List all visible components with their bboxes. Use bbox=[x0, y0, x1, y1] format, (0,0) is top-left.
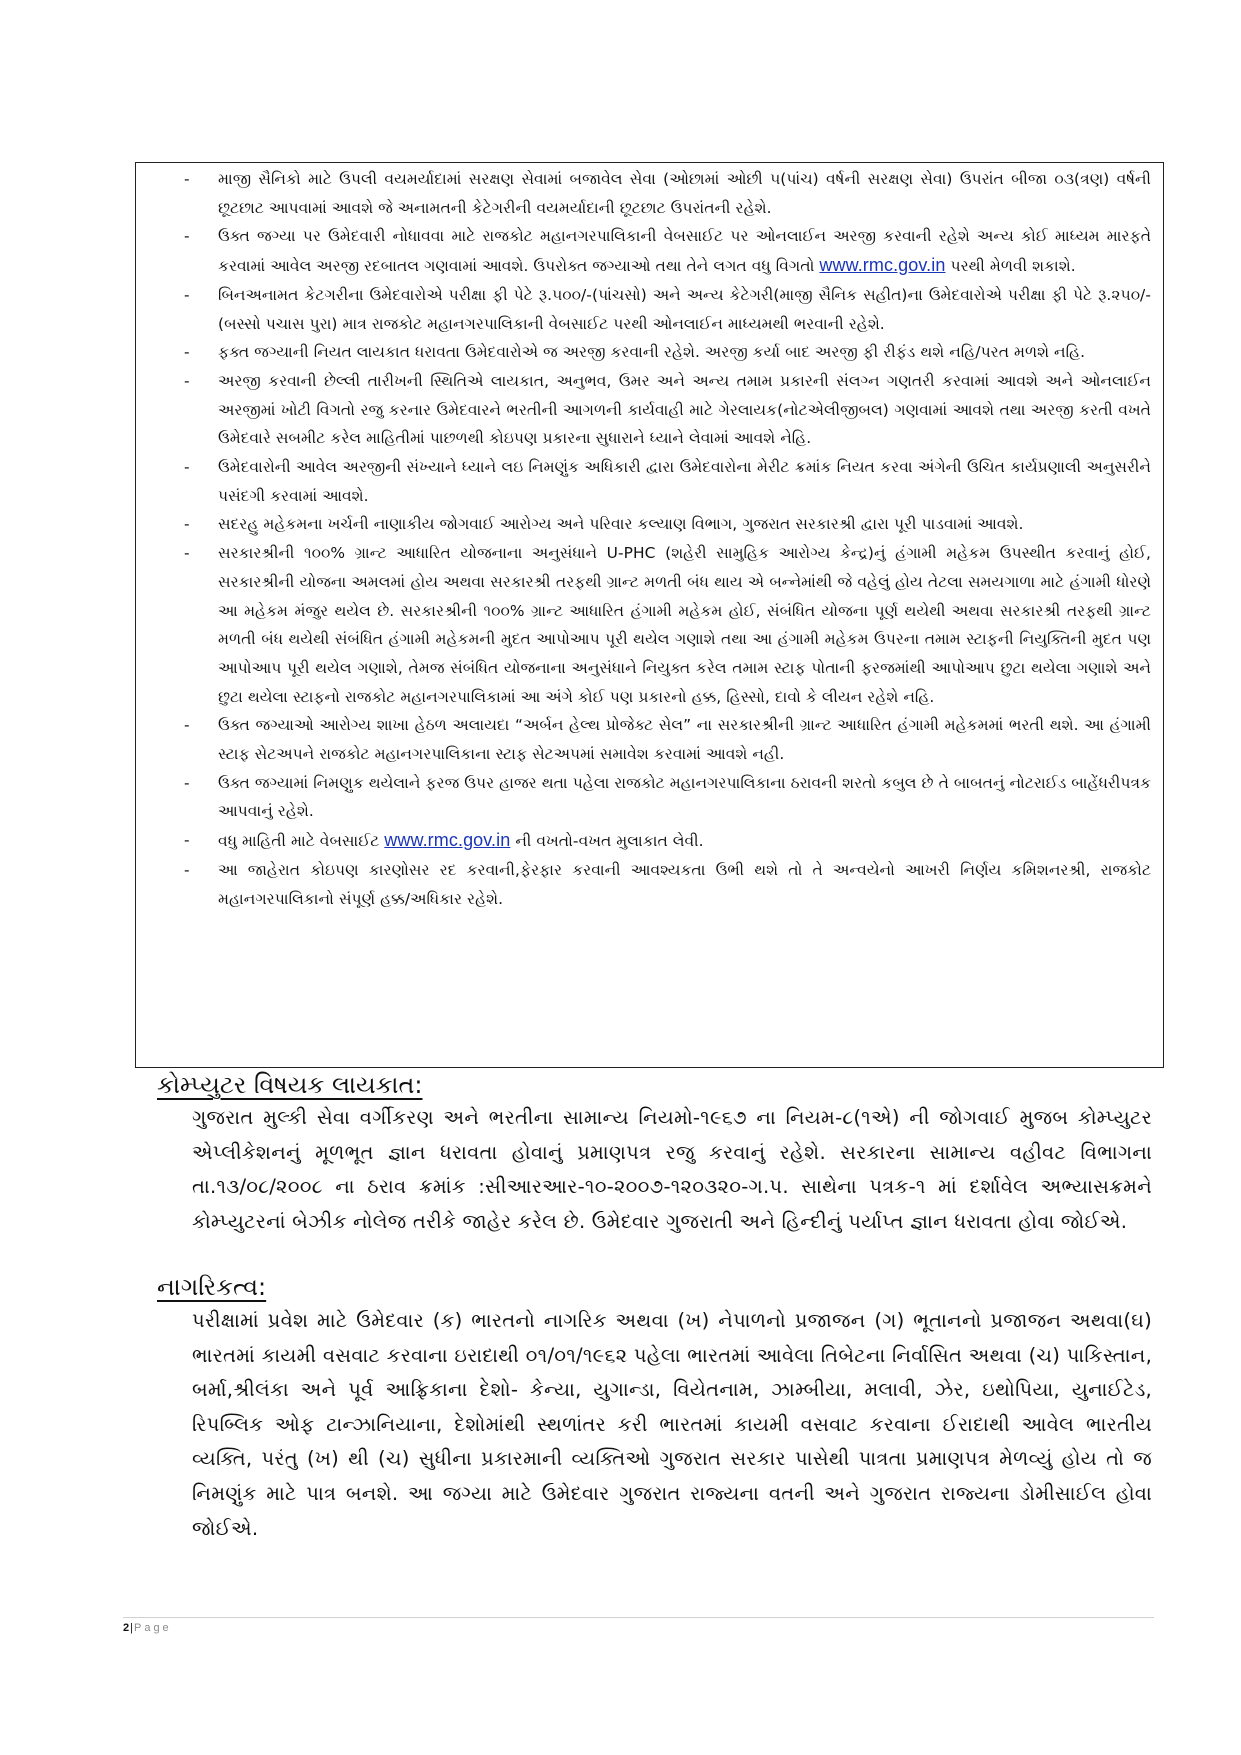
bullet-dash: - bbox=[184, 773, 190, 792]
term-text: સરકારશ્રીની ૧૦૦% ગ્રાન્ટ આધારિત યોજનાના અનુસંધાને U-PHC (શહેરી સામુહિક આરોગ્ય કેન્દ્ર)નું હંગામી મહેકમ ઉપસ્થીત કરવાનું હોઈ, સરકારશ્રીની યોજના અમલમાં હોય અથવા સરકારશ્રી તરફથી ગ્રાન્ટ મળતી બંધ થાય એ બન્નેમાંથી જે વહેલું હોય તેટલા સમયગાળા માટે હંગામી ધોરણે આ મહેકમ મંજુર થયેલ છે. સરકારશ્રીની ૧૦૦% ગ્રાન્ટ આધારિત હંગામી મહેકમ હોઈ, સંબંધિત યોજના પૂર્ણ થયેથી અથવા સરકારશ્રી તરફથી ગ્રાન્ટ મળતી બંધ થયેથી સંબંધિત હંગામી મહેકમની મુદત આપોઆપ પૂરી થયેલ ગણાશે તથા આ હંગામી મહેકમ ઉપરના તમામ સ્ટાફની નિયુક્તિની મુદત પણ આપોઆપ પૂરી થયેલ ગણાશે, તેમજ સંબંધિત યોજનાના અનુસંધાને નિયુક્ત કરેલ તમામ સ્ટાફ પોતાની ફરજમાંથી આપોઆપ છુટા થયેલા ગણાશે અને છુટા થયેલા સ્ટાફનો રાજકોટ મહાનગરપાલિકામાં આ અંગે કોઈ પણ પ્રકારનો હક્ક, હિસ્સો, દાવો કે લીયન રહેશે નહિ. bbox=[218, 544, 1151, 706]
page-label: Page bbox=[133, 1622, 172, 1634]
bullet-dash: - bbox=[184, 343, 190, 362]
list-item bbox=[136, 769, 1151, 826]
bullet-dash: - bbox=[184, 860, 190, 879]
bullet-dash: - bbox=[184, 285, 190, 304]
term-text: ઉક્ત જગ્યાઓ આરોગ્ય શાખા હેઠળ અલાયદા “અર્બન હેલ્થ પ્રોજેક્ટ સેલ” ના સરકારશ્રીની ગ્રાન્ટ આધારિત હંગામી મહેકમમાં ભરતી થશે. આ હંગામી સ્ટાફ સેટઅપને રાજકોટ મહાનગરપાલિકાના સ્ટાફ સેટઅપમાં સમાવેશ કરવામાં આવશે નહી. bbox=[218, 716, 1151, 764]
term-text: અરજી કરવાની છેલ્લી તારીખની સ્થિતિએ લાયકાત, અનુભવ, ઉમર અને અન્ય તમામ પ્રકારની સંલગ્ન ગણતરી કરવામાં આવશે અને ઓનલાઈન અરજીમાં ખોટી વિગતો રજુ કરનાર ઉમેદવારને ભરતીની આગળની કાર્યવાહી માટે ગેરલાયક(નોટએલીજીબલ) ગણવામાં આવશે તથા અરજી કરતી વખતે ઉમેદવારે સબમીટ કરેલ માહિતીમાં પાછળથી કોઇપણ પ્રકારના સુધારાને ધ્યાને લેવામાં આવશે નેહિ. bbox=[218, 371, 1151, 448]
list-item bbox=[136, 367, 1151, 453]
list-item bbox=[136, 510, 1151, 539]
page-footer bbox=[123, 1622, 172, 1634]
footer-divider bbox=[123, 1617, 1154, 1618]
citizenship-body: પરીક્ષામાં પ્રવેશ માટે ઉમેદવાર (ક) ભારતનો નાગરિક અથવા (ખ) નેપાળનો પ્રજાજન (ગ) ભૂતાનનો પ્રજાજન અથવા(ઘ) ભારતમાં કાયમી વસવાટ કરવાના ઇરાદાથી ૦૧/૦૧/૧૯૬૨ પહેલા ભારતમાં આવેલા તિબેટના નિર્વાસિત અથવા (ચ) પાકિસ્તાન, બર્મા,શ્રીલંકા અને પૂર્વ આફ્રિકાના દેશો- કેન્યા, યુગાન્ડા, વિયેતનામ, ઝામ્બીયા, મલાવી, ઝેર, ઇથોપિયા, યુનાઈટેડ, રિપબ્લિક ઓફ ટાન્ઝાનિયાના, દેશોમાંથી સ્થળાંતર કરી ભારતમાં કાયમી વસવાટ કરવાના ઈરાદાથી આવેલ ભારતીય વ્યક્તિ, પરંતુ (ખ) થી (ચ) સુધીના પ્રકારમાની વ્યક્તિઓ ગુજરાત સરકાર પાસેથી પાત્રતા પ્રમાણપત્ર મેળવ્યું હોય તો જ નિમણુંક માટે પાત્ર બનશે. આ જગ્યા માટે ઉમેદવાર ગુજરાત રાજ્યના વતની અને ગુજરાત રાજ્યના ડોમીસાઈલ હોવા જોઈએ. bbox=[192, 1309, 1152, 1540]
term-text: બિનઅનામત કેટગરીના ઉમેદવારોએ પરીક્ષા ફી પેટે રૂ.૫૦૦/-(પાંચસો) અને અન્ય કેટેગરી(માજી સૈનિક સહીત)ના ઉમેદવારોએ પરીક્ષા ફી પેટે રૂ.૨૫૦/- (બસ્સો પચાસ પુરા) માત્ર રાજકોટ મહાનગરપાલિકાની વેબસાઈટ પરથી ઓનલાઈન માધ્યમથી ભરવાની રહેશે. bbox=[218, 285, 1151, 333]
list-item bbox=[136, 711, 1151, 768]
list-item bbox=[136, 281, 1151, 338]
list-item bbox=[136, 165, 1151, 222]
term-text: પરથી મેળવી શકાશે. bbox=[945, 257, 1076, 276]
citizenship-heading: નાગરિકત્વ: bbox=[157, 1273, 267, 1301]
page-number: 2 bbox=[123, 1622, 130, 1634]
term-text: ઉક્ત જગ્યા પર ઉમેદવારી નોધાવવા માટે રાજકોટ મહાનગરપાલિકાની વેબસાઈટ પર ઓનલાઈન અરજી કરવાની રહેશે અન્ય કોઈ માધ્યમ મારફતે કરવામાં આવેલ અરજી રદબાતલ ગણવામાં આવશે. ઉપરોક્ત જગ્યાઓ તથા તેને લગત વધુ વિગતો bbox=[218, 227, 1151, 276]
rmc-website-link[interactable]: www.rmc.gov.in bbox=[384, 830, 511, 851]
computer-qualification-body: ગુજરાત મુલ્કી સેવા વર્ગીકરણ અને ભરતીના સામાન્ય નિયમો-૧૯૬૭ ના નિયમ-૮(૧એ) ની જોગવાઈ મુજબ કોમ્પ્યુટર એપ્લીકેશનનું મૂળભૂત જ્ઞાન ધરાવતા હોવાનું પ્રમાણપત્ર રજુ કરવાનું રહેશે. સરકારના સામાન્ય વહીવટ વિભાગના તા.૧૩/૦૮/૨૦૦૮ ના ઠરાવ ક્રમાંક :સીઆરઆર-૧૦-૨૦૦૭-૧૨૦૩૨૦-ગ.પ. સાથેના પત્રક-૧ માં દર્શાવેલ અભ્યાસક્રમને કોમ્પ્યુટરનાં બેઝીક નોલેજ તરીકે જાહેર કરેલ છે. ઉમેદવાર ગુજરાતી અને હિન્દીનું પર્યાપ્ત જ્ઞાન ધરાવતા હોવા જોઈએ. bbox=[192, 1106, 1152, 1233]
term-text: વધુ માહિતી માટે વેબસાઈટ bbox=[218, 832, 385, 851]
bullet-dash: - bbox=[184, 831, 190, 850]
list-item bbox=[136, 453, 1151, 510]
list-item bbox=[136, 338, 1151, 367]
terms-box bbox=[135, 162, 1164, 1068]
bullet-dash: - bbox=[184, 371, 190, 390]
footer-separator: | bbox=[130, 1622, 133, 1634]
term-text: માજી સૈનિકો માટે ઉપલી વયમર્યાદામાં સરક્ષણ સેવામાં બજાવેલ સેવા (ઓછામાં ઓછી ૫(પાંચ) વર્ષની સરક્ષણ સેવા) ઉપરાંત બીજા ૦૩(ત્રણ) વર્ષની છૂટછાટ આપવામાં આવશે જે અનામતની કેટેગરીની વયમર્યાદાની છૂટછાટ ઉપરાંતની રહેશે. bbox=[218, 170, 1151, 217]
terms-list bbox=[136, 165, 1151, 913]
term-text: ઉક્ત જગ્યામાં નિમણુક થયેલાને ફરજ ઉપર હાજર થતા પહેલા રાજકોટ મહાનગરપાલિકાના ઠરાવની શરતો કબુલ છે તે બાબતનું નોટરાઈડ બાહેંધરીપત્રક આપવાનું રહેશે. bbox=[218, 773, 1151, 821]
term-text: સદરહુ મહેકમના ખર્ચની નાણાકીય જોગવાઈ આરોગ્ય અને પરિવાર કલ્યાણ વિભાગ, ગુજરાત સરકારશ્રી દ્વારા પૂરી પાડવામાં આવશે. bbox=[218, 515, 1024, 534]
bullet-dash: - bbox=[184, 544, 190, 563]
term-text: આ જાહેરાત કોઇપણ કારણોસર રદ કરવાની,ફેરફાર કરવાની આવશ્યકતા ઉભી થશે તો તે અન્વયેનો આખરી નિર્ણય કમિશનરશ્રી, રાજકોટ મહાનગરપાલિકાનો સંપૂર્ણ હક્ક/અધિકાર રહેશે. bbox=[218, 860, 1151, 908]
bullet-dash: - bbox=[184, 716, 190, 735]
list-item bbox=[136, 222, 1151, 280]
term-text: ઉમેદવારોની આવેલ અરજીની સંખ્યાને ધ્યાને લઇ નિમણુંક અધિકારી દ્વારા ઉમેદવારોના મેરીટ ક્રમાંક નિયત કરવા અંગેની ઉચિત કાર્યપ્રણાલી અનુસરીને પસંદગી કરવામાં આવશે. bbox=[218, 458, 1151, 505]
list-item bbox=[136, 826, 1151, 856]
list-item bbox=[136, 539, 1151, 711]
term-text: ફક્ત જગ્યાની નિયત લાયકાત ધરાવતા ઉમેદવારોએ જ અરજી કરવાની રહેશે. અરજી કર્યા બાદ અરજી ફી રીફંડ થશે નહિ/પરત મળશે નહિ. bbox=[218, 343, 1086, 362]
bullet-dash: - bbox=[184, 170, 190, 188]
bullet-dash: - bbox=[184, 227, 190, 246]
list-item bbox=[136, 856, 1151, 913]
rmc-website-link[interactable]: www.rmc.gov.in bbox=[819, 255, 946, 276]
term-text: ની વખતો-વખત મુલાકાત લેવી. bbox=[510, 832, 704, 851]
computer-qualification-heading: કોમ્પ્યુટર વિષયક લાયકાત: bbox=[157, 1071, 423, 1099]
bullet-dash: - bbox=[184, 515, 190, 534]
bullet-dash: - bbox=[184, 458, 190, 477]
